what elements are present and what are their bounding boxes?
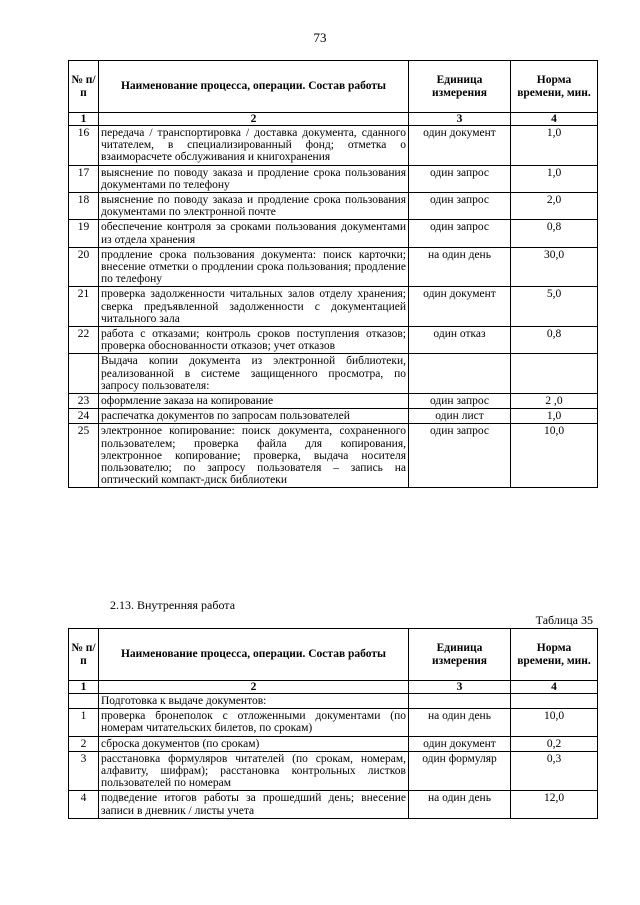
table-row <box>69 287 598 327</box>
header-unit: Единица измерения <box>409 629 511 681</box>
header-unit: Единица измерения <box>409 61 511 113</box>
row-norm-value: 10,0 <box>511 709 598 736</box>
colnum-1: 1 <box>69 113 99 126</box>
header-name: Наименование процесса, операции. Состав работы <box>99 61 409 113</box>
row-unit: один документ <box>409 736 511 751</box>
page-number: 73 <box>313 30 327 45</box>
row-number: 22 <box>69 327 99 354</box>
table-row <box>69 220 598 247</box>
row-number: 4 <box>69 791 99 818</box>
row-number: 24 <box>69 409 99 424</box>
norm-table-35 <box>68 628 598 819</box>
row-norm-value: 0,8 <box>511 327 598 354</box>
row-norm-value: 0,3 <box>511 751 598 791</box>
row-norm-value: 1,0 <box>511 165 598 192</box>
table1-body <box>69 126 598 488</box>
row-operation-text: подведение итогов работы за прошедший день; внесение записи в дневник / листы учета <box>99 791 409 818</box>
header-num: № п/п <box>69 61 99 113</box>
row-unit: один лист <box>409 409 511 424</box>
row-unit: один запрос <box>409 193 511 220</box>
row-norm-value: 2,0 <box>511 193 598 220</box>
table-row <box>69 736 598 751</box>
row-unit: один запрос <box>409 220 511 247</box>
row-number: 23 <box>69 394 99 409</box>
table-row <box>69 126 598 166</box>
row-number <box>69 694 99 709</box>
colnum-4: 4 <box>511 681 598 694</box>
table-row <box>69 709 598 736</box>
table-row <box>69 424 598 488</box>
colnum-4: 4 <box>511 113 598 126</box>
table-row <box>69 409 598 424</box>
row-norm-value: 5,0 <box>511 287 598 327</box>
row-unit <box>409 354 511 394</box>
row-norm-value <box>511 694 598 709</box>
row-operation-text: работа с отказами; контроль сроков поступления отказов; проверка обоснованности отказов; учет отказов <box>99 327 409 354</box>
row-number: 19 <box>69 220 99 247</box>
colnum-3: 3 <box>409 113 511 126</box>
row-norm-value <box>511 354 598 394</box>
row-operation-text: обеспечение контроля за сроками пользования документами из отдела хранения <box>99 220 409 247</box>
row-operation-text: выяснение по поводу заказа и продление срока пользования документами по электронной почте <box>99 193 409 220</box>
table-row <box>69 394 598 409</box>
section-title: 2.13. Внутренняя работа <box>110 598 236 612</box>
row-operation-text: сброска документов (по срокам) <box>99 736 409 751</box>
row-unit <box>409 694 511 709</box>
row-norm-value: 1,0 <box>511 409 598 424</box>
table-label: Таблица 35 <box>535 613 593 627</box>
row-unit: один документ <box>409 126 511 166</box>
row-unit: один документ <box>409 287 511 327</box>
row-number: 25 <box>69 424 99 488</box>
row-operation-text: проверка бронеполок с отложенными документами (по номерам читательских билетов, по срокам) <box>99 709 409 736</box>
row-number: 17 <box>69 165 99 192</box>
row-number: 1 <box>69 709 99 736</box>
row-norm-value: 12,0 <box>511 791 598 818</box>
row-norm-value: 0,2 <box>511 736 598 751</box>
row-number: 18 <box>69 193 99 220</box>
header-name: Наименование процесса, операции. Состав работы <box>99 629 409 681</box>
colnum-2: 2 <box>99 681 409 694</box>
row-number: 3 <box>69 751 99 791</box>
row-operation-text: продление срока пользования документа: поиск карточки; внесение отметки о продлении срока пользования; продление по телефону <box>99 247 409 287</box>
row-unit: один запрос <box>409 394 511 409</box>
row-operation-text: распечатка документов по запросам пользователей <box>99 409 409 424</box>
table-row <box>69 165 598 192</box>
row-operation-text: электронное копирование: поиск документа, сохраненного пользователем; проверка файла для копирования, электронное копирование; проверка, выдача носителя пользователю; по запросу пользователя – запись на оптический компакт-диск библиотеки <box>99 424 409 488</box>
row-operation-text: Подготовка к выдаче документов: <box>99 694 409 709</box>
table-row <box>69 791 598 818</box>
colnum-3: 3 <box>409 681 511 694</box>
table-row <box>69 751 598 791</box>
row-number: 21 <box>69 287 99 327</box>
table2-body <box>69 694 598 819</box>
row-unit: один запрос <box>409 165 511 192</box>
row-number: 20 <box>69 247 99 287</box>
row-norm-value: 1,0 <box>511 126 598 166</box>
table-header-row <box>69 629 598 681</box>
row-operation-text: выяснение по поводу заказа и продление срока пользования документами по телефону <box>99 165 409 192</box>
row-operation-text: передача / транспортировка / доставка документа, сданного читателем, в специализированный фонд; отметка о взаиморасчете обслуживания и книгохранения <box>99 126 409 166</box>
row-unit: один отказ <box>409 327 511 354</box>
row-number <box>69 354 99 394</box>
header-norm: Норма времени, мин. <box>511 61 598 113</box>
norm-table-continued <box>68 60 598 488</box>
column-numbers-row <box>69 681 598 694</box>
row-norm-value: 0,8 <box>511 220 598 247</box>
row-norm-value: 30,0 <box>511 247 598 287</box>
row-norm-value: 2 ,0 <box>511 394 598 409</box>
table-header-row <box>69 61 598 113</box>
row-operation-text: оформление заказа на копирование <box>99 394 409 409</box>
row-unit: на один день <box>409 791 511 818</box>
row-unit: на один день <box>409 709 511 736</box>
header-norm: Норма времени, мин. <box>511 629 598 681</box>
row-norm-value: 10,0 <box>511 424 598 488</box>
row-operation-text: проверка задолженности читальных залов отделу хранения; сверка предъявленной задолженности с документацией читального зала <box>99 287 409 327</box>
row-number: 16 <box>69 126 99 166</box>
column-numbers-row <box>69 113 598 126</box>
row-unit: один запрос <box>409 424 511 488</box>
table-row <box>69 193 598 220</box>
table-row <box>69 694 598 709</box>
header-num: № п/п <box>69 629 99 681</box>
row-unit: один формуляр <box>409 751 511 791</box>
colnum-2: 2 <box>99 113 409 126</box>
row-unit: на один день <box>409 247 511 287</box>
row-number: 2 <box>69 736 99 751</box>
row-operation-text: Выдача копии документа из электронной библиотеки, реализованной в системе защищенного просмотра, по запросу пользователя: <box>99 354 409 394</box>
table-row <box>69 327 598 354</box>
row-operation-text: расстановка формуляров читателей (по срокам, номерам, алфавиту, шифрам); расстановка контрольных листков пользователей по номерам <box>99 751 409 791</box>
colnum-1: 1 <box>69 681 99 694</box>
table-row <box>69 354 598 394</box>
table-row <box>69 247 598 287</box>
